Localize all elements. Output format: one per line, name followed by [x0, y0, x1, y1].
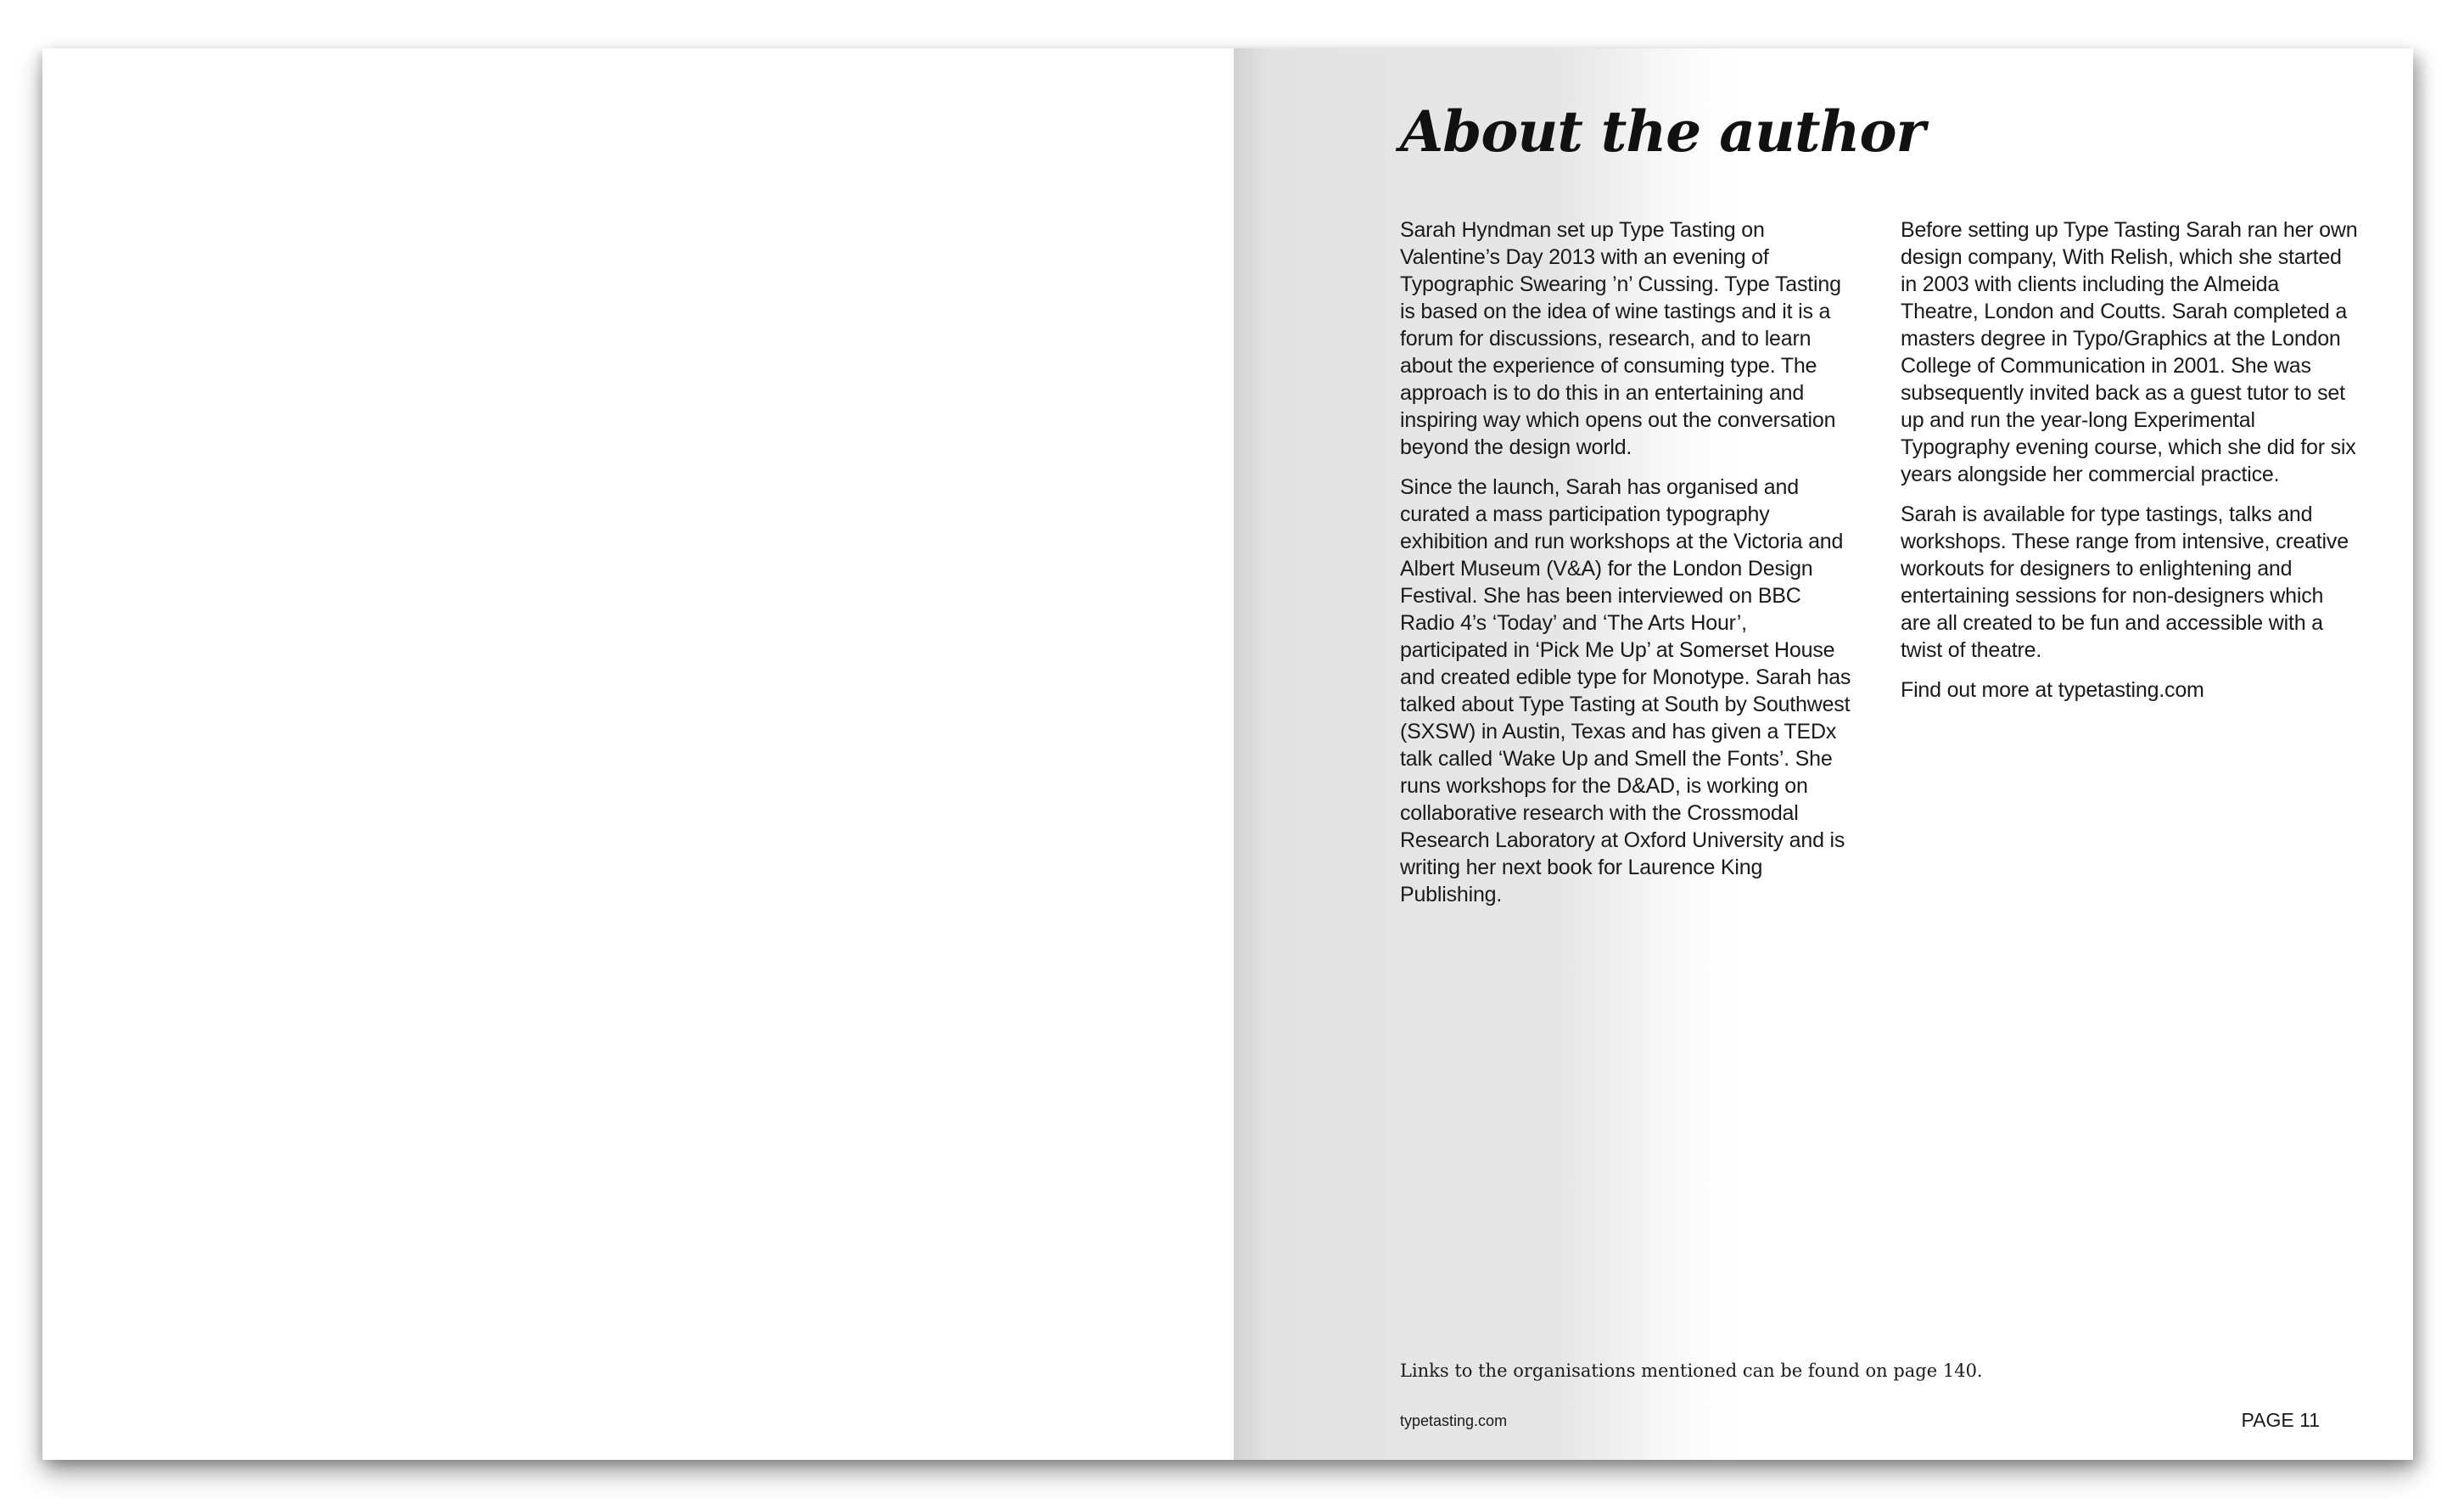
paragraph: Since the launch, Sarah has organised and curated a mass participation typography exhibition and run workshops at the Victoria and Albert Museum (V&A) for the London Design Festival. She has been interviewed on BBC Radio 4’s ‘Today’ and ‘The Arts Hour’, participated in ‘Pick Me Up’ at Somerset House and created edible type for Monotype. Sarah has talked about Type Tasting at South by Southwest (SXSW) in Austin, Texas and has given a TEDx talk called ‘Wake Up and Smell the Fonts’. She runs workshops for the D&AD, is working on collaborative research with the Crossmodal Research Laboratory at Oxford University and is writing her next book for Laurence King Publishing. [1400, 475, 1851, 906]
paragraph: Find out more at typetasting.com [1901, 678, 2204, 702]
book-spread [42, 48, 2413, 1460]
right-page [1234, 48, 2413, 1460]
paragraph: Before setting up Type Tasting Sarah ran her own design company, With Relish, which she started in 2003 with clients including the Almeida Theatre, London and Coutts. Sarah completed a masters degree in Typo/Graphics at the London College of Communication in 2001. She was subsequently invited back as a guest tutor to set up and run the year-long Experimental Typography evening course, which she did for six years alongside her commercial practice. [1901, 218, 2358, 486]
paragraph: Sarah is available for type tastings, talks and workshops. These range from intensive, creative workouts for designers to enlightening and entertaining sessions for non-designers which are all created to be fun and accessible with a twist of theatre. [1901, 502, 2349, 662]
body-column-2 [1901, 216, 2359, 716]
left-page-blank [42, 48, 1234, 1460]
links-note: Links to the organisations mentioned can be found on page 140. [1400, 1361, 1983, 1381]
body-column-1 [1400, 216, 1858, 921]
paragraph: Sarah Hyndman set up Type Tasting on Valentine’s Day 2013 with an evening of Typographic Swearing ’n’ Cussing. Type Tasting is based on the idea of wine tastings and it is a forum for discussions, research, and to learn about the experience of consuming type. The approach is to do this in an entertaining and inspiring way which opens out the conversation beyond the design world. [1400, 218, 1841, 459]
page-title: About the author [1400, 98, 1925, 165]
footer-url: typetasting.com [1400, 1412, 1508, 1429]
page-number: PAGE 11 [2241, 1409, 2320, 1431]
